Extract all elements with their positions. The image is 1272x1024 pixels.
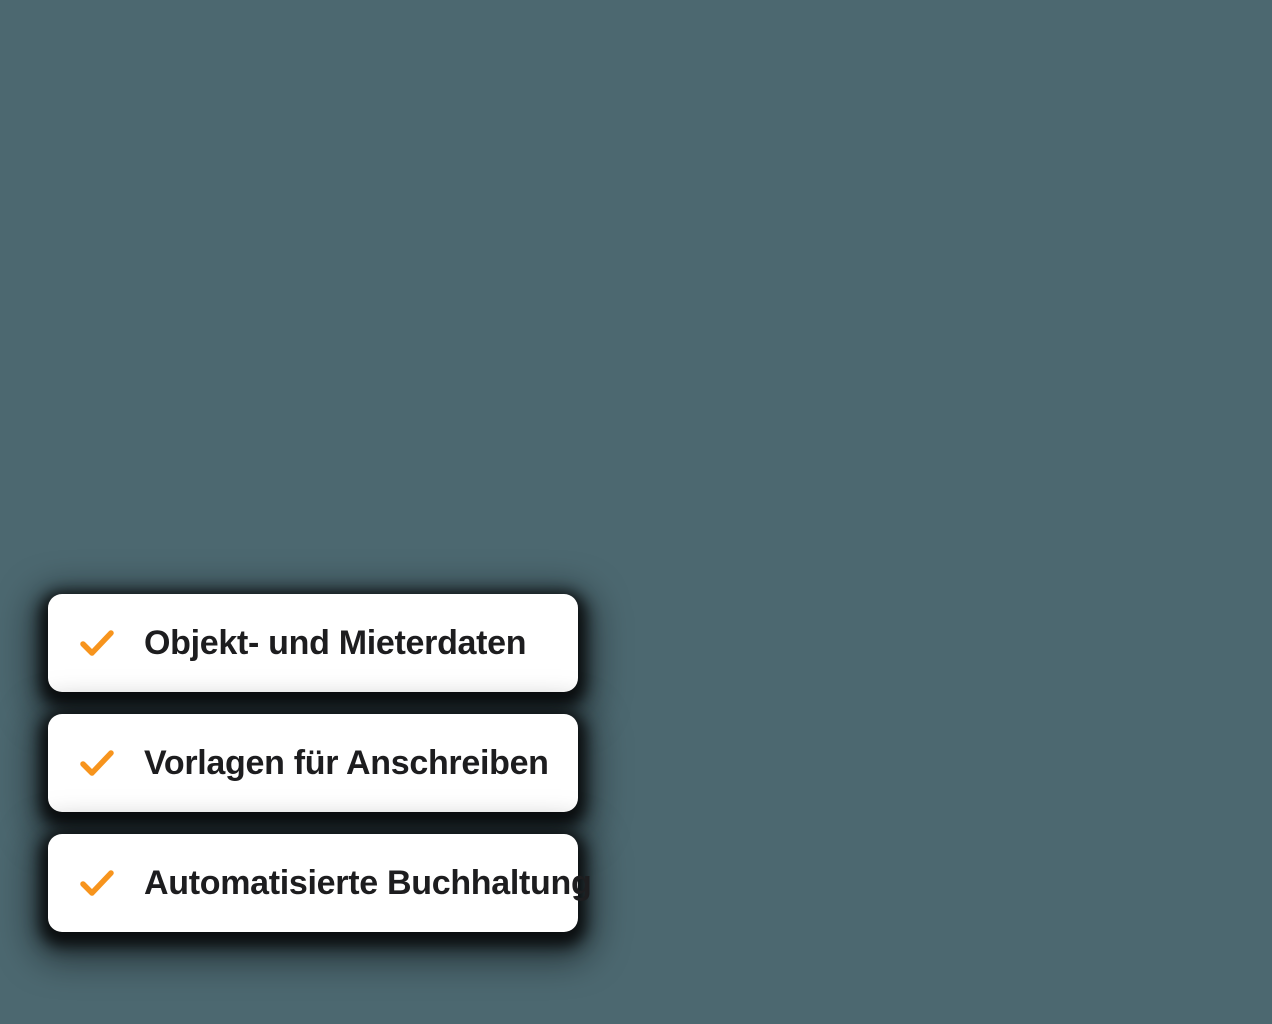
checkmark-icon [80, 869, 114, 897]
checkmark-icon [80, 629, 114, 657]
checklist-item-label: Vorlagen für Anschreiben [144, 743, 549, 782]
checklist-item-label: Automatisierte Buchhaltung [144, 863, 592, 902]
feature-checklist [48, 594, 592, 932]
checklist-card [48, 714, 578, 812]
checklist-card [48, 834, 592, 932]
checklist-item-label: Objekt- und Mieterdaten [144, 623, 527, 662]
checklist-card [48, 594, 578, 692]
checkmark-icon [80, 749, 114, 777]
